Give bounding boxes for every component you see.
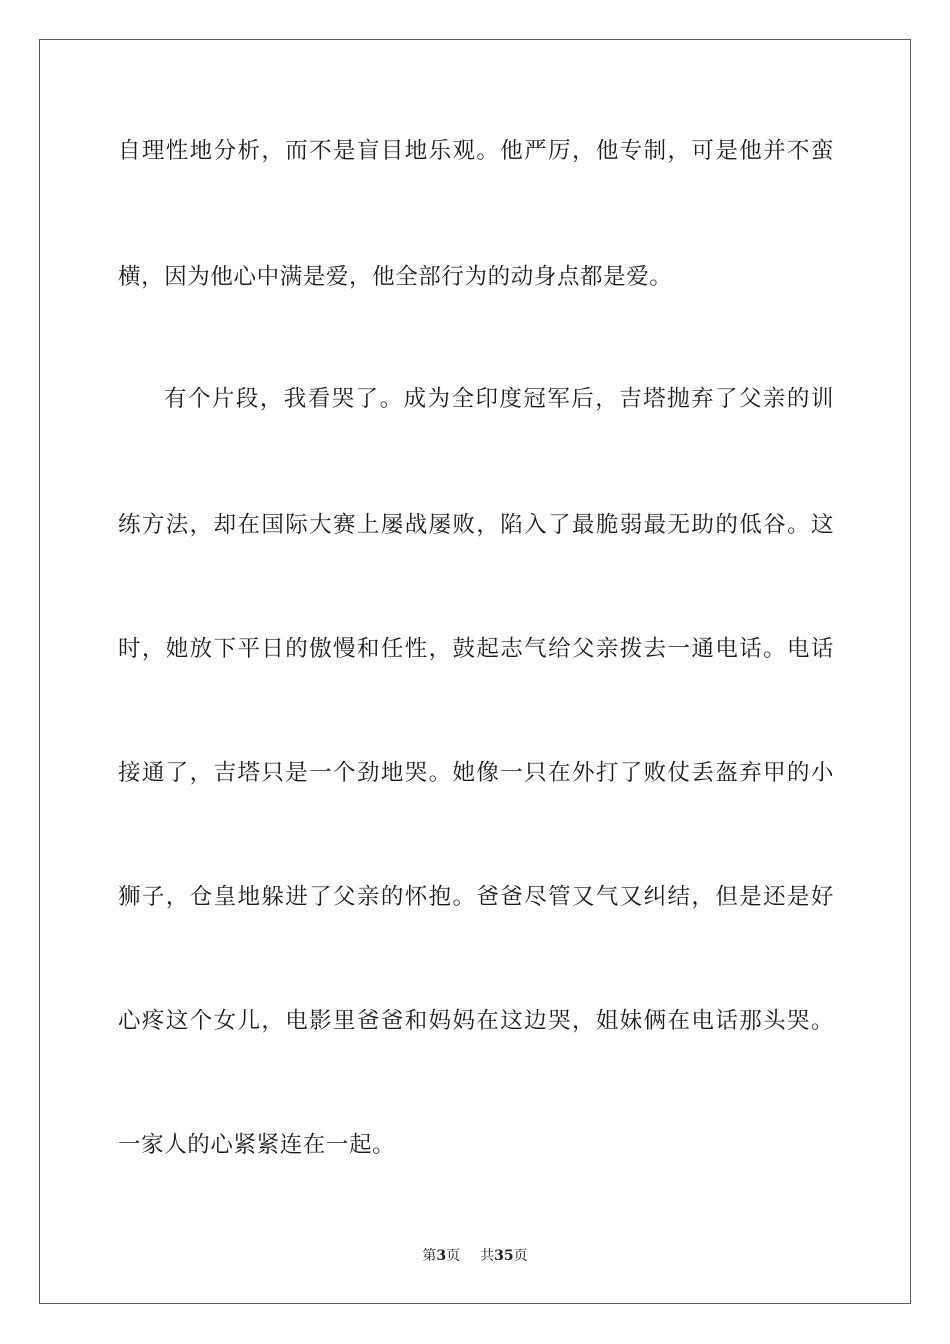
footer-page-number: 3 [436,1248,447,1264]
page-footer [0,1245,950,1265]
body-line-5: 时，她放下平日的傲慢和任性，鼓起志气给父亲拨去一通电话。电话 [118,636,834,662]
footer-page-suffix: 页 [446,1248,461,1264]
footer-page-prefix: 第 [422,1248,437,1264]
footer-total-suffix: 页 [513,1248,528,1264]
body-line-6: 接通了，吉塔只是一个劲地哭。她像一只在外打了败仗丢盔弃甲的小 [118,760,834,786]
footer-total-prefix: 共 [480,1248,495,1264]
body-line-2: 横，因为他心中满是爱，他全部行为的动身点都是爱。 [118,264,673,290]
body-line-4: 练方法，却在国际大赛上屡战屡败，陷入了最脆弱最无助的低谷。这 [118,512,834,538]
body-line-7: 狮子，仓皇地躲进了父亲的怀抱。爸爸尽管又气又纠结，但是还是好 [118,884,834,910]
page-border [39,39,911,1304]
footer-total-pages: 35 [494,1248,514,1264]
body-line-3: 有个片段，我看哭了。成为全印度冠军后，吉塔抛弃了父亲的训 [164,386,834,412]
body-line-8: 心疼这个女儿，电影里爸爸和妈妈在这边哭，姐妹俩在电话那头哭。 [118,1008,834,1034]
body-line-9: 一家人的心紧紧连在一起。 [118,1132,396,1158]
body-line-1: 自理性地分析，而不是盲目地乐观。他严厉，他专制，可是他并不蛮 [118,138,834,164]
